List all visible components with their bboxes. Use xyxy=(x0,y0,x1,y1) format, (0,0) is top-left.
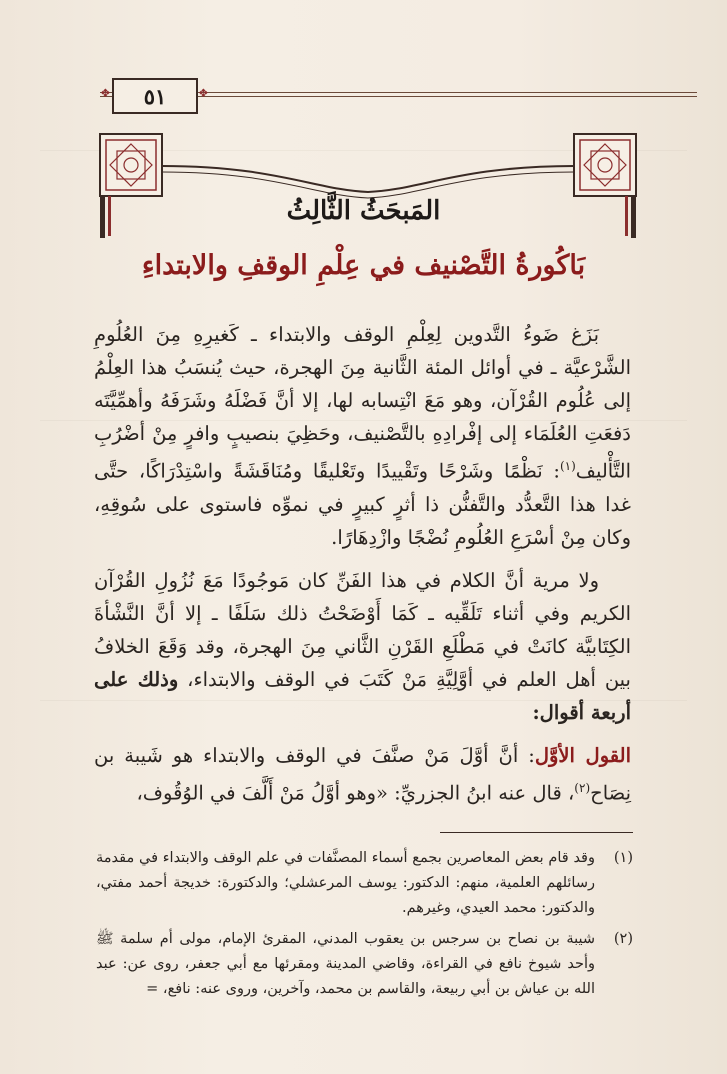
paragraph-bold-text: وذلك على أربعة أقوال: xyxy=(94,667,631,724)
main-text xyxy=(94,318,631,819)
footnote-number: (١) xyxy=(613,850,633,866)
ornament-icon: ❖ xyxy=(100,86,111,100)
footnote xyxy=(96,846,633,921)
paragraph-text: : نَظْمًا وشَرْحًا وتَقْييدًا وتَعْليقًا ومُنَاقَشَةً واسْتِدْرَاكًا، حتَّى غدا هذا التَّعدُّد والتَّفنُّن ذا أثرٍ كبيرٍ في نموِّه فاستوى على سُوقِهِ، وكان مِنْ أسْرَعِ العُلُومِ نُضْجًا وازْدِهَارًا. xyxy=(94,459,631,549)
paragraph-text: ، قال عنه ابنُ الجزريِّ: «وهو أوَّلُ مَنْ أَلَّفَ في الوُقُوف، xyxy=(136,781,575,804)
paragraph-text: ولا مرية أنَّ الكلام في هذا الفَنِّ كان مَوجُودًا مَعَ نُزُولِ القُرْآن الكريم وفي أثناء تَلَقِّيه ـ كَمَا أَوْضَحْتُ ذلك سَلَفًا ـ إلا أنَّ النَّشْأةَ الكِتَابيَّة كانَتْ في مَطْلَعِ القَرْنِ الثَّاني مِنَ الهجرة، وقد وَقَعَ الخلافُ بين أهل العلم في أوَّلِيَّةِ مَنْ كَتَبَ في الوقف والابتداء، xyxy=(94,568,631,691)
chapter-title: بَاكُورةُ التَّصْنيف في عِلْمِ الوقفِ والابتداءِ xyxy=(141,250,586,281)
page-number: ٥١ xyxy=(112,78,198,114)
ornament-icon: ❖ xyxy=(198,86,209,100)
footnote-number: (٢) xyxy=(613,931,633,947)
paragraph xyxy=(94,318,631,554)
paragraph xyxy=(94,739,631,810)
footnote-text: شيبة بن نصاح بن سرجس بن يعقوب المدني، المقرئ الإمام، مولى أم سلمة ﷺ وأحد شيوخ نافع في القراءة، وقاضي المدينة ومقرئها مع أبي جعفر، روى عن: عبد الله بن عياش بن أبي ربيعة، والقاسم بن محمد، وآخرين، وروى عنه: نافع، = xyxy=(96,931,595,997)
footnotes xyxy=(96,846,633,1008)
paragraph-text: بَزَغ ضَوءُ التَّدوين لِعِلْمِ الوقف والابتداء ـ كَغيرِهِ مِنَ العُلُومِ الشَّرْعيَّة ـ في أوائل المئة الثَّانية مِنَ الهجرة، حيث يُنسَبُ هذا العِلْمُ إلى عُلُوم القُرْآن، وهو مَعَ انْتِسابه لها، إلا أنَّ فَضْلَهُ وشَرَفَهُ وأهمِّيَّتَه دَفعَتِ العُلَمَاء إلى إفْرادِهِ بالتَّصْنيف، وحَظِيَ بنصيبٍ وافرٍ مِنْ أضْرُبِ التَّأْليف xyxy=(94,323,631,483)
chapter-label: المَبحَثُ الثَّالِثُ xyxy=(286,196,441,226)
footnote-separator xyxy=(440,832,633,833)
paragraph xyxy=(94,564,631,729)
footnote-ref: (١) xyxy=(559,459,576,473)
footnote-ref: (٢) xyxy=(574,780,591,795)
paragraph-text: : أنَّ أوَّلَ مَنْ صنَّفَ في الوقف والابتداء هو شَيبة بن نِصَاح xyxy=(94,743,631,804)
footnote-text: وقد قام بعض المعاصرين بجمع أسماء المصنَّفات في علم الوقف والابتداء في مقدمة رسائلهم العلمية، منهم: الدكتور: يوسف المرعشلي؛ والدكتورة: خديجة أحمد مفتي، والدكتور: محمد العيدي، وغيرهم. xyxy=(96,850,595,916)
footnote xyxy=(96,927,633,1002)
first-opinion-label: القول الأوَّل xyxy=(534,743,631,767)
